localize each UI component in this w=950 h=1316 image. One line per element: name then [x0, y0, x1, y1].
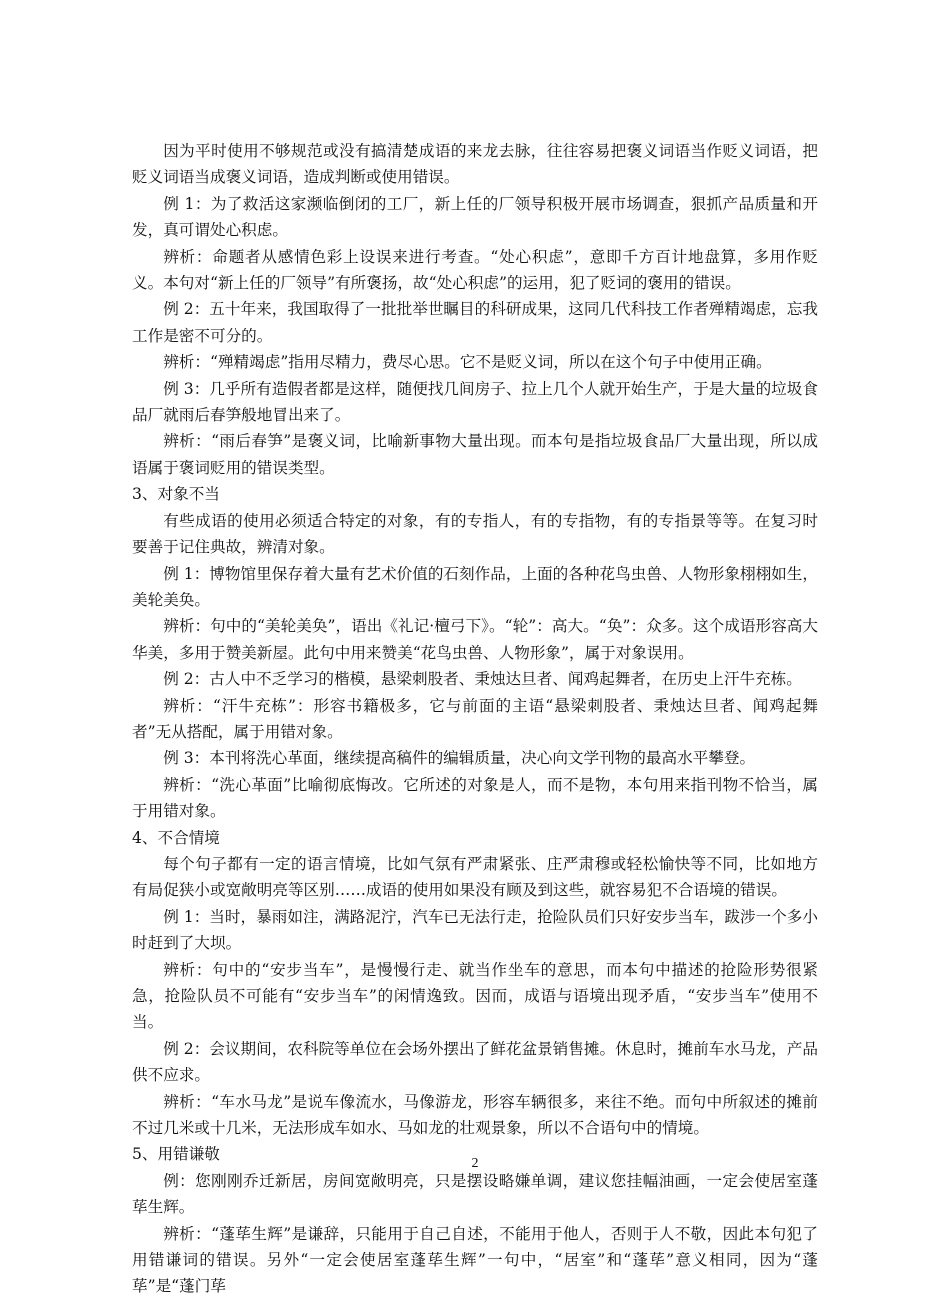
analysis-3-1: 辨析：句中的“美轮美奂”，语出《礼记·檀弓下》。“轮”：高大。“奂”：众多。这个成语形容高大华美，多用于赞美新屋。此句中用来赞美“花鸟虫兽、人物形象”，属于对象误用。	[132, 617, 818, 662]
analysis-3-2: 辨析：“汗牛充栋”：形容书籍极多，它与前面的主语“悬梁刺股者、秉烛达旦者、闻鸡起舞者”无从搭配，属于用错对象。	[132, 696, 818, 741]
analysis-1: 辨析：命题者从感情色彩上设误来进行考查。“处心积虑”，意即千方百计地盘算，多用作贬义。本句对“新上任的厂领导”有所褒扬，故“处心积虑”的运用，犯了贬词的褒用的错误。	[132, 247, 818, 293]
section-heading-5: 5、用错谦敬	[132, 1145, 220, 1164]
analysis-3-3: 辨析：“洗心革面”比喻彻底悔改。它所述的对象是人，而不是物，本句用来指刊物不恰当，属于用错对象。	[132, 775, 818, 821]
example-4-2: 例 2：会议期间，农科院等单位在会场外摆出了鲜花盆景销售摊。休息时，摊前车水马龙，产品供不应求。	[132, 1039, 818, 1085]
section-3-intro: 有些成语的使用必须适合特定的对象，有的专指人，有的专指物，有的专指景等等。在复习时要善于记住典故，辨清对象。	[132, 511, 818, 557]
analysis-2: 辨析：“殚精竭虑”指用尽精力，费尽心思。它不是贬义词，所以在这个句子中使用正确。	[163, 353, 772, 372]
example-1: 例 1：为了救活这家濒临倒闭的工厂，新上任的厂领导积极开展市场调查，狠抓产品质量和开发，真可谓处心积虑。	[132, 194, 818, 240]
example-3-3: 例 3：本刊将洗心革面，继续提高稿件的编辑质量，决心向文学刊物的最高水平攀登。	[163, 749, 756, 768]
analysis-3: 辨析：“雨后春笋”是褒义词，比喻新事物大量出现。而本句是指垃圾食品厂大量出现，所以成语属于褒词贬用的错误类型。	[132, 432, 818, 477]
example-3-1: 例 1：博物馆里保存着大量有艺术价值的石刻作品，上面的各种花鸟虫兽、人物形象栩栩如生，美轮美奂。	[132, 564, 818, 609]
document-body	[132, 138, 818, 1300]
section-heading-3: 3、对象不当	[132, 485, 220, 504]
section-heading-4: 4、不合情境	[132, 828, 220, 847]
example-4-1: 例 1：当时，暴雨如注，满路泥泞，汽车已无法行走，抢险队员们只好安步当车，跋涉一个多小时赶到了大坝。	[132, 907, 818, 953]
example-3: 例 3：几乎所有造假者都是这样，随便找几间房子、拉上几个人就开始生产，于是大量的垃圾食品厂就雨后春笋般地冒出来了。	[132, 379, 818, 425]
example-3-2: 例 2：古人中不乏学习的楷模，悬梁刺股者、秉烛达旦者、闻鸡起舞者，在历史上汗牛充栋。	[163, 670, 802, 689]
analysis-4-2: 辨析：“车水马龙”是说车像流水，马像游龙，形容车辆很多，来往不绝。而句中所叙述的摊前不过几米或十几米，无法形成车如水、马如龙的壮观景象，所以不合语句中的情境。	[132, 1092, 818, 1138]
page-number: 2	[471, 1156, 479, 1171]
section-4-intro: 每个句子都有一定的语言情境，比如气氛有严肃紧张、庄严肃穆或轻松愉快等不同，比如地方有局促狭小或宽敞明亮等区别……成语的使用如果没有顾及到这些，就容易犯不合语境的错误。	[132, 854, 818, 900]
example-5: 例：您刚刚乔迁新居，房间宽敞明亮，只是摆设略嫌单调，建议您挂幅油画，一定会使居室蓬荜生辉。	[132, 1171, 818, 1217]
intro-paragraph: 因为平时使用不够规范或没有搞清楚成语的来龙去脉，往往容易把褒义词语当作贬义词语，把贬义词语当成褒义词语，造成判断或使用错误。	[132, 142, 818, 187]
analysis-5: 辨析：“蓬荜生辉”是谦辞，只能用于自己自述，不能用于他人，否则于人不敬，因此本句犯了用错谦词的错误。另外“一定会使居室蓬荜生辉”一句中，“居室”和“蓬荜”意义相同，因为“蓬荜”是“蓬门荜	[132, 1224, 818, 1296]
analysis-4-1: 辨析：句中的“安步当车”，是慢慢行走、就当作坐车的意思，而本句中描述的抢险形势很紧急，抢险队员不可能有“安步当车”的闲情逸致。因而，成语与语境出现矛盾，“安步当车”使用不当。	[132, 960, 818, 1032]
example-2: 例 2：五十年来，我国取得了一批批举世瞩目的科研成果，这同几代科技工作者殚精竭虑，忘我工作是密不可分的。	[132, 300, 818, 345]
